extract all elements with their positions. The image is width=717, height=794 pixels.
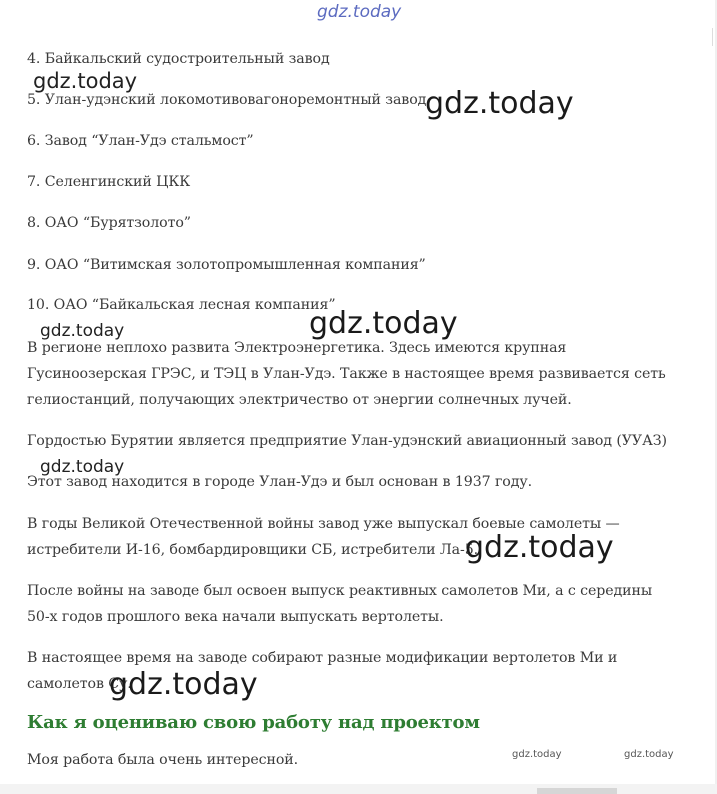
paragraph-war: В годы Великой Отечественной войны завод уже выпускал боевые самолеты — истребители И-16, бомбардировщики СБ, истребители Ла-5.: [27, 516, 620, 558]
list-item: 6. Завод “Улан-Удэ стальмост”: [27, 133, 254, 149]
list-item: 8. ОАО “Бурятзолото”: [27, 215, 191, 231]
watermark: gdz.today: [109, 667, 258, 702]
watermark: gdz.today: [309, 306, 458, 341]
list-item: 4. Байкальский судостроительный завод: [27, 51, 330, 67]
horizontal-scrollbar-thumb[interactable]: [537, 788, 617, 794]
watermark: gdz.today: [40, 321, 125, 341]
list-item: 5. Улан-удэнский локомотивовагоноремонтный завод: [27, 92, 427, 108]
watermark: gdz.today: [425, 86, 574, 121]
paragraph-work: Моя работа была очень интересной.: [27, 752, 299, 768]
paragraph-energy: В регионе неплохо развита Электроэнергетика. Здесь имеются крупная Гусиноозерская ГРЭС, и ТЭЦ в Улан-Удэ. Также в настоящее время развивается сеть гелиостанций, получающих электричество от энергии солнечных лучей.: [27, 340, 666, 408]
list-item: 10. ОАО “Байкальская лесная компания”: [27, 297, 336, 313]
paragraph-location: Этот завод находится в городе Улан-Удэ и был основан в 1937 году.: [27, 474, 533, 490]
watermark: gdz.today: [40, 457, 125, 477]
paragraph-pride: Гордостью Бурятии является предприятие Улан-удэнский авиационный завод (УУАЗ): [27, 433, 667, 449]
page-edge: [702, 28, 713, 46]
watermark-top: gdz.today: [317, 2, 402, 22]
watermark: gdz.today: [465, 530, 614, 565]
paragraph-postwar: После войны на заводе был освоен выпуск реактивных самолетов Ми, а с середины 50-х годов прошлого века начали выпускать вертолеты.: [27, 583, 653, 625]
section-heading: Как я оцениваю свою работу над проектом: [27, 712, 480, 733]
list-item: 9. ОАО “Витимская золотопромышленная компания”: [27, 257, 426, 273]
watermark: gdz.today: [624, 749, 674, 760]
watermark: gdz.today: [512, 749, 562, 760]
list-item: 7. Селенгинский ЦКК: [27, 174, 191, 190]
watermark: gdz.today: [33, 69, 138, 93]
paragraph-now: В настоящее время на заводе собирают разные модификации вертолетов Ми и самолетов Су.: [27, 650, 618, 692]
